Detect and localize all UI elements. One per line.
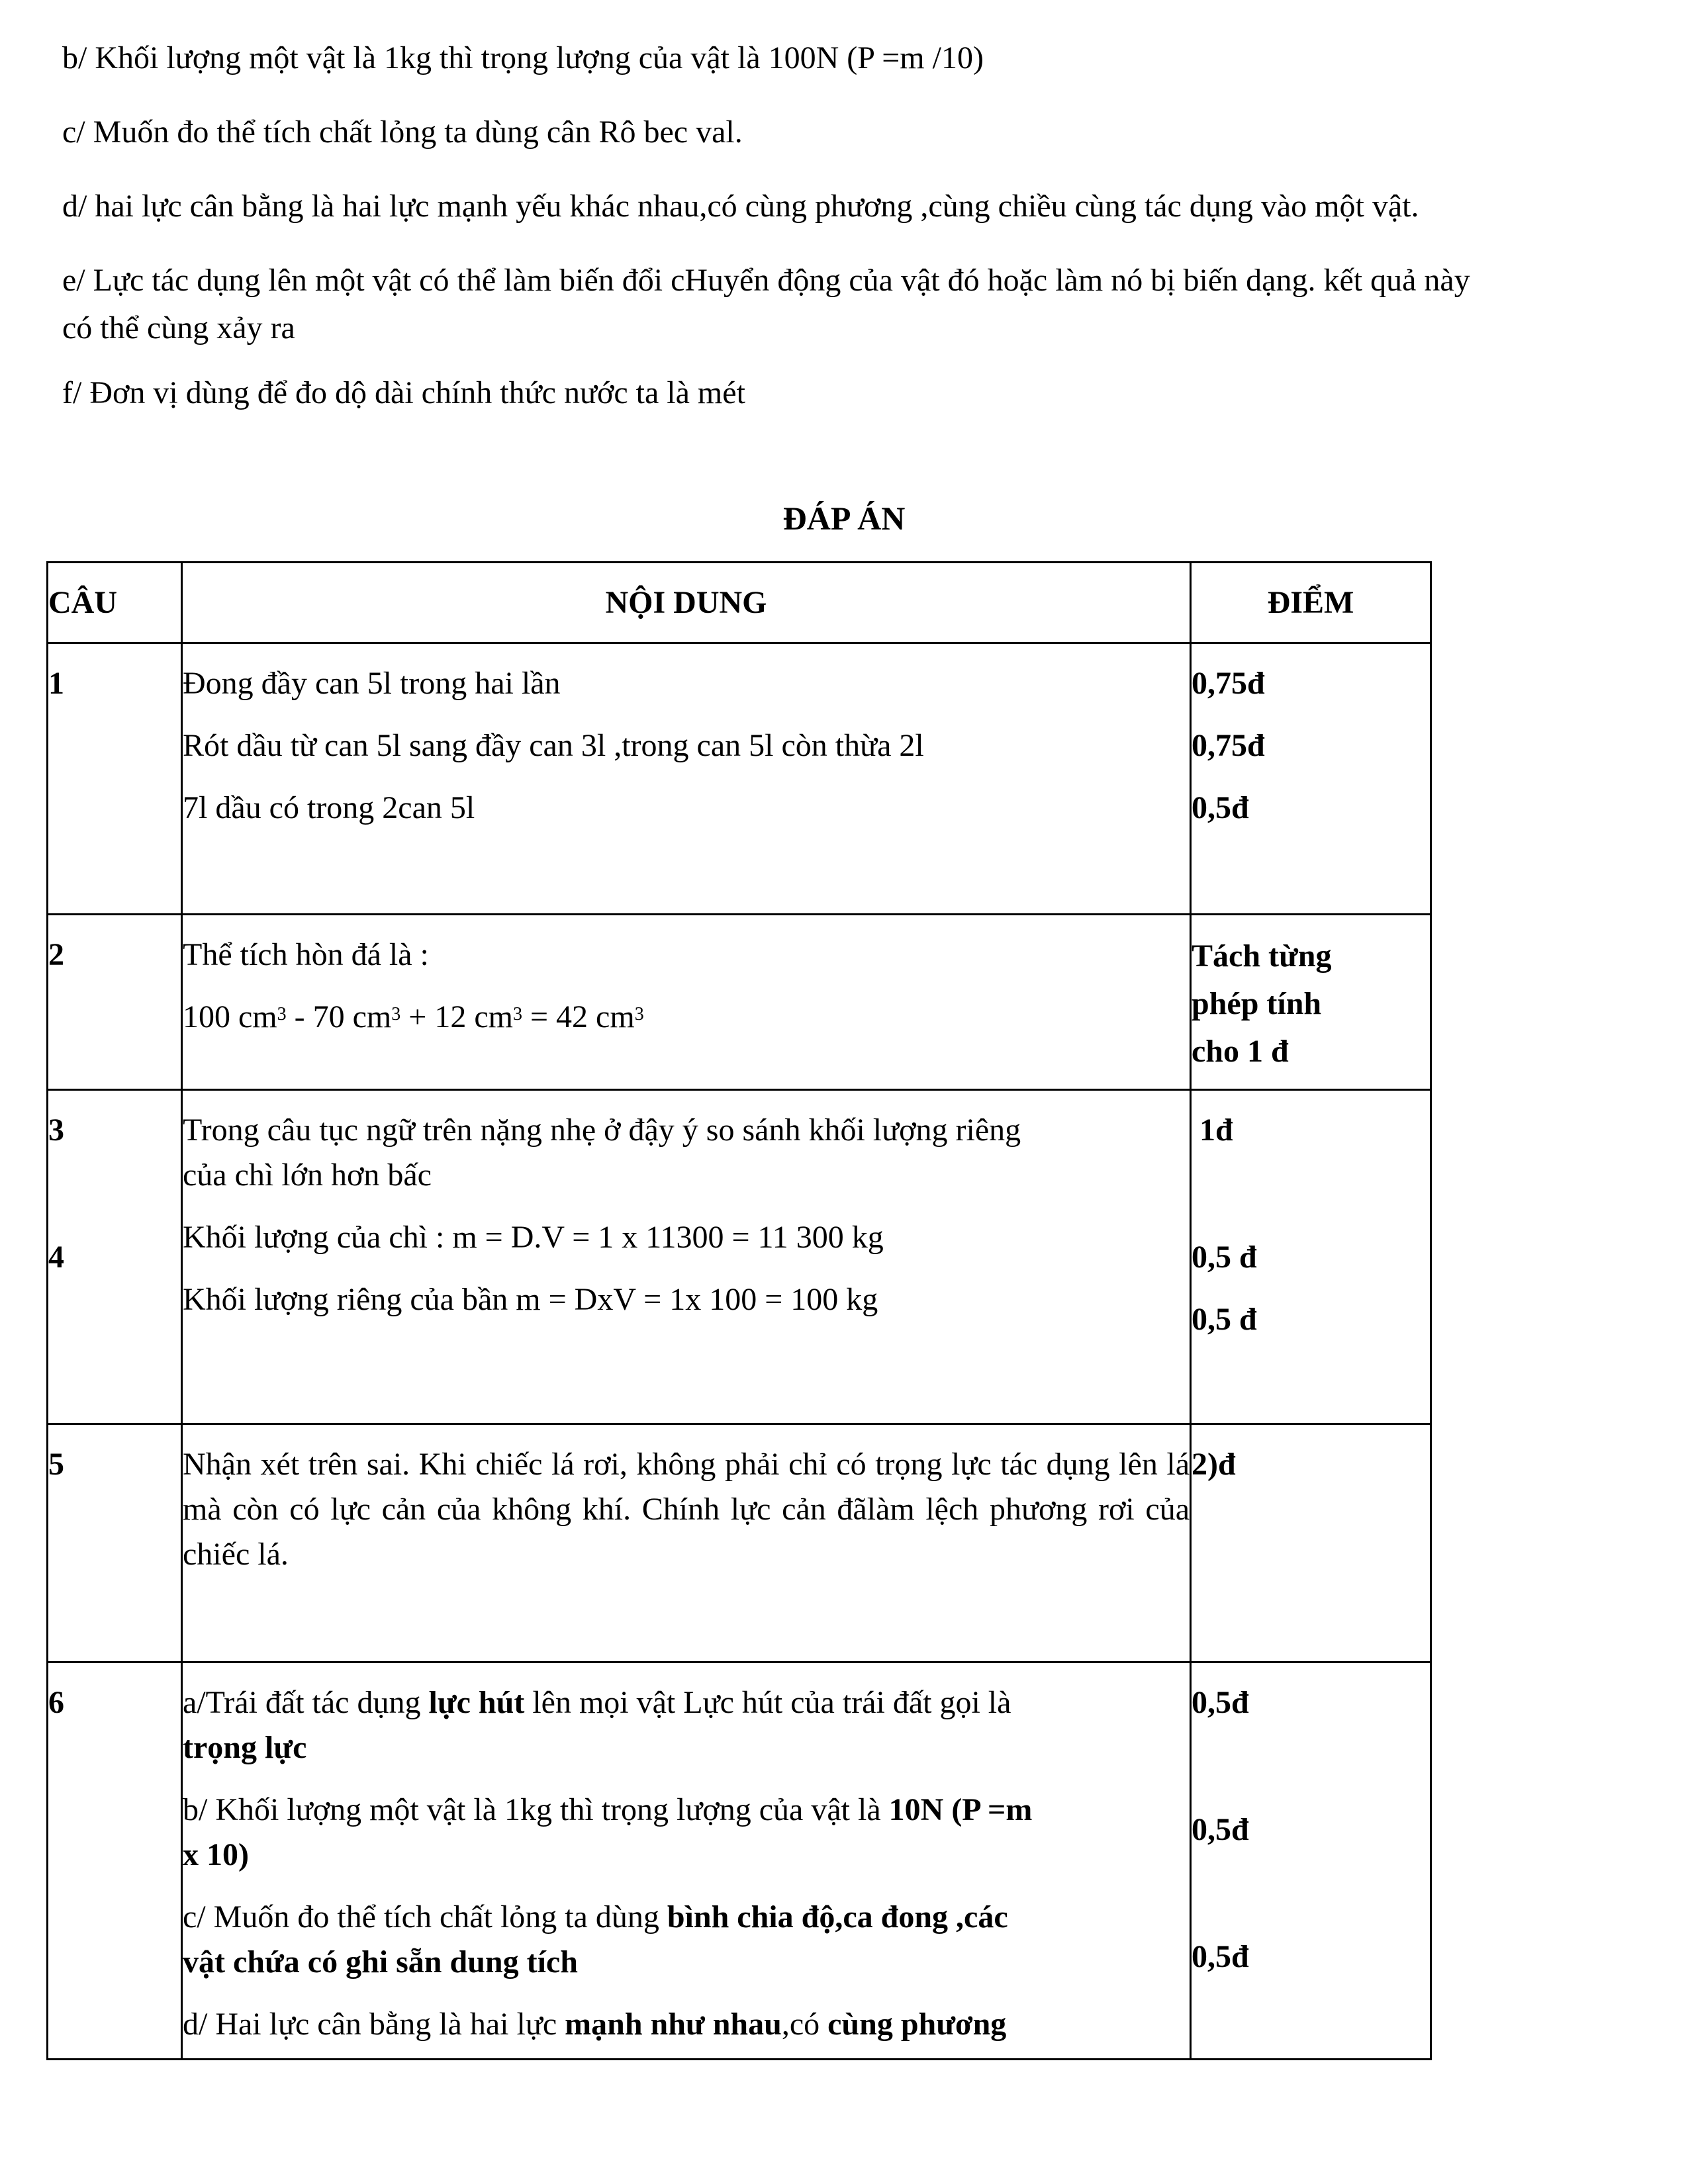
table-row-q3-q4 bbox=[48, 1090, 1431, 1424]
points-value: 0,5 đ bbox=[1192, 1240, 1257, 1275]
points-value: 0,5đ bbox=[1192, 1685, 1249, 1720]
answer-content bbox=[182, 1662, 1191, 2060]
points-value: Tách từng bbox=[1192, 938, 1332, 974]
question-number: 6 bbox=[48, 1662, 182, 2060]
points-value: 1đ bbox=[1192, 1113, 1233, 1148]
intro-item-b: b/ Khối lượng một vật là 1kg thì trọng lượng của vật là 100N (P =m /10) bbox=[62, 40, 984, 75]
points-cell bbox=[1191, 1424, 1431, 1662]
points-cell bbox=[1191, 1090, 1431, 1424]
table-row-q2 bbox=[48, 915, 1431, 1090]
content-line: a/Trái đất tác dụng lực hút lên mọi vật Lực hút của trái đất gọi là bbox=[183, 1685, 1011, 1720]
content-line: trọng lực bbox=[183, 1730, 307, 1765]
points-cell bbox=[1191, 643, 1431, 915]
points-value: 0,5đ bbox=[1192, 1939, 1249, 1974]
intro-item-e-line1: e/ Lực tác dụng lên một vật có thể làm biến đổi cHuyển động của vật đó hoặc làm nó bị biến dạng. kết quả này bbox=[62, 263, 1470, 298]
header-noi-dung: NỘI DUNG bbox=[182, 563, 1191, 643]
answer-content bbox=[182, 1424, 1191, 1662]
content-line: Trong câu tục ngữ trên nặng nhẹ ở đậy ý so sánh khối lượng riêng bbox=[183, 1113, 1021, 1148]
points-value: phép tính bbox=[1192, 986, 1322, 1021]
points-value: 0,75đ bbox=[1192, 666, 1265, 701]
points-cell bbox=[1191, 1662, 1431, 2060]
intro-item-d: d/ hai lực cân bằng là hai lực mạnh yếu khác nhau,có cùng phương ,cùng chiều cùng tác dụng vào một vật. bbox=[62, 189, 1419, 224]
header-diem: ĐIỂM bbox=[1191, 563, 1431, 643]
content-line: Rót dầu từ can 5l sang đầy can 3l ,trong can 5l còn thừa 2l bbox=[183, 728, 924, 763]
content-line: Thể tích hòn đá là : bbox=[183, 937, 429, 972]
content-line: Khối lượng của chì : m = D.V = 1 x 11300 = 11 300 kg bbox=[183, 1220, 884, 1255]
content-line: vật chứa có ghi sẵn dung tích bbox=[183, 1944, 578, 1979]
points-value: 2)đ bbox=[1192, 1447, 1236, 1482]
question-number: 1 bbox=[48, 643, 182, 915]
table-row-q1 bbox=[48, 643, 1431, 915]
points-value: 0,5 đ bbox=[1192, 1302, 1257, 1337]
question-number: 2 bbox=[48, 915, 182, 1090]
points-cell bbox=[1191, 915, 1431, 1090]
points-value: 0,5đ bbox=[1192, 790, 1249, 825]
answer-content bbox=[182, 1090, 1191, 1424]
content-line: x 10) bbox=[183, 1837, 249, 1872]
answer-content bbox=[182, 915, 1191, 1090]
intro-item-c: c/ Muốn đo thể tích chất lỏng ta dùng cân Rô bec val. bbox=[62, 114, 743, 150]
answer-content bbox=[182, 643, 1191, 915]
answer-table bbox=[46, 561, 1432, 2060]
table-row-q5 bbox=[48, 1424, 1431, 1662]
content-line: Khối lượng riêng của bần m = DxV = 1x 100 = 100 kg bbox=[183, 1282, 878, 1317]
content-line: của chì lớn hơn bấc bbox=[183, 1158, 432, 1193]
points-value: 0,5đ bbox=[1192, 1812, 1249, 1847]
intro-item-f: f/ Đơn vị dùng để đo dộ dài chính thức nước ta là mét bbox=[62, 375, 745, 410]
question-number: 5 bbox=[48, 1424, 182, 1662]
intro-item-e-line2: có thể cùng xảy ra bbox=[62, 310, 295, 345]
table-row-q6 bbox=[48, 1662, 1431, 2060]
content-line: d/ Hai lực cân bằng là hai lực mạnh như nhau,có cùng phương bbox=[183, 2007, 1007, 2042]
content-paragraph: Nhận xét trên sai. Khi chiếc lá rơi, không phải chỉ có trọng lực tác dụng lên lá mà còn có lực cản của không khí. Chính lực cản đãlàm lệch phương rơi của chiếc lá. bbox=[183, 1447, 1190, 1572]
table-header-row bbox=[48, 563, 1431, 643]
points-value: cho 1 đ bbox=[1192, 1034, 1289, 1069]
content-line: 7l dầu có trong 2can 5l bbox=[183, 790, 475, 825]
header-cau: CÂU bbox=[48, 563, 182, 643]
volume-formula: 100 $cm^3 - 70$ $cm^3 + 12$ $cm^3 = 42$ $cm^3$ bbox=[183, 999, 644, 1034]
content-line: b/ Khối lượng một vật là 1kg thì trọng lượng của vật là 10N (P =m bbox=[183, 1792, 1033, 1827]
question-number: 3 4 bbox=[48, 1090, 182, 1424]
answer-title: ĐÁP ÁN bbox=[782, 500, 906, 537]
content-line: c/ Muốn đo thể tích chất lỏng ta dùng bình chia độ,ca đong ,các bbox=[183, 1899, 1008, 1934]
points-value: 0,75đ bbox=[1192, 728, 1265, 763]
content-line: Đong đầy can 5l trong hai lần bbox=[183, 666, 561, 701]
question-number-4: 4 bbox=[48, 1240, 64, 1275]
